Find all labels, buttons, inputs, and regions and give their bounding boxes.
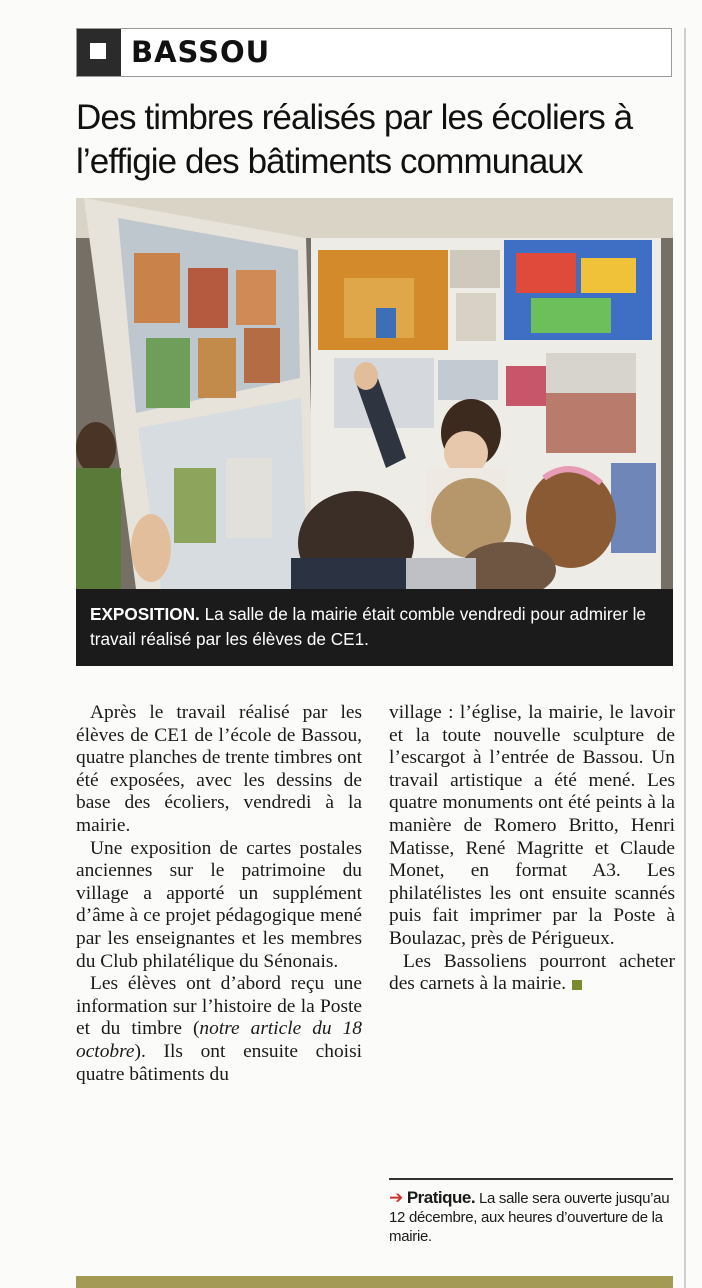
pratique-divider [389,1178,673,1180]
rubric-label: BASSOU [131,35,271,69]
pratique-box [389,1188,675,1246]
end-mark-icon [572,980,582,990]
pratique-title: Pratique. [406,1188,476,1207]
pratique-text: La salle sera ouverte jusqu’au 12 décembre, aux heures d’ouverture de la mairie. [389,1190,670,1245]
paragraph-text: Les élèves ont d’abord reçu une information sur l’histoire de la Poste et du timbre ( [76,973,362,1040]
article-column-right [389,702,675,996]
bottom-bar [76,1276,673,1288]
paragraph: Après le travail réalisé par les élèves de CE1 de l’école de Bassou, quatre planches de trente timbres ont été exposées, avec les dessins de base des écoliers, vendredi à la mairie. [76,702,362,836]
paragraph: village : l’église, la mairie, le lavoir et la toute nouvelle sculpture de l’escargot à l’entrée de Bassou. Un travail artistique a été mené. Les quatre monuments ont été peints à la manière de Romero Britto, Henri Matisse, René Magritte et Claude Monet, en format A3. Les philatélistes les ont ensuite scannés puis fait imprimer par la Poste à Boulazac, près de Périgueux. [389,702,675,949]
square-bullet-icon [77,29,121,76]
arrow-right-icon: ➔ [389,1188,403,1207]
paragraph: Une exposition de cartes postales anciennes sur le patrimoine du village a apporté un supplément d’âme à ce projet pédagogique mené par les enseignantes et les membres du Club philatélique du Sénonais. [76,837,362,972]
photo-caption [76,589,673,666]
paragraph-text: Les Bassoliens pourront acheter des carnets à la mairie. [389,950,675,995]
section-rubric [76,28,672,77]
caption-lead: EXPOSITION. [90,604,200,624]
exhibition-photo [76,198,673,589]
paragraph [389,951,675,996]
paragraph-text: ). Ils ont ensuite choisi quatre bâtiments du [76,1040,362,1085]
caption-text: La salle de la mairie était comble vendredi pour admirer le travail réalisé par les élèves de CE1. [90,604,646,649]
column-rule [684,28,686,1288]
article-reference: notre article du 18 octobre [76,1018,362,1062]
paragraph [76,973,362,1086]
article-column-left [76,702,362,1086]
article-headline: Des timbres réalisés par les écoliers à l’effigie des bâtiments communaux [76,98,633,181]
